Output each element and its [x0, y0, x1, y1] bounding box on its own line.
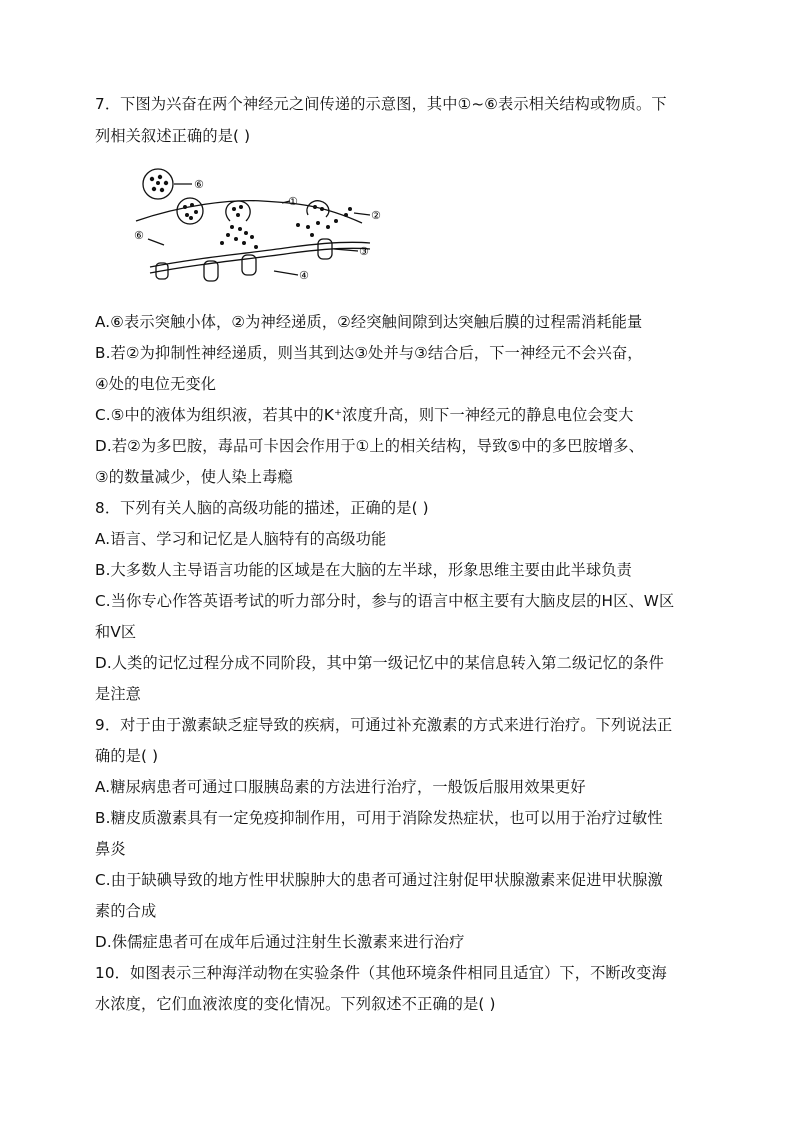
q10-stem-line2: 水浓度，它们血液浓度的变化情况。下列叙述不正确的是( ) — [95, 995, 496, 1013]
q9-option-b-line2: 鼻炎 — [95, 840, 126, 858]
q7-stem-line2: 列相关叙述正确的是( ) — [95, 127, 251, 145]
q9-option-c-line1: C.由于缺碘导致的地方性甲状腺肿大的患者可通过注射促甲状腺激素来促进甲状腺激 — [95, 871, 663, 889]
q8-stem: 8．下列有关人脑的高级功能的描述，正确的是( ) — [95, 499, 429, 517]
q9-option-d: D.侏儒症患者可在成年后通过注射生长激素来进行治疗 — [95, 933, 465, 951]
q9-option-b-line1: B.糖皮质激素具有一定免疫抑制作用，可用于消除发热症状，也可以用于治疗过敏性 — [95, 809, 663, 827]
q9-stem-line1: 9．对于由于激素缺乏症导致的疾病，可通过补充激素的方式来进行治疗。下列说法正 — [95, 716, 673, 734]
q7-option-a: A.⑥表示突触小体，②为神经递质，②经突触间隙到达突触后膜的过程需消耗能量 — [95, 313, 643, 331]
q9-option-a: A.糖尿病患者可通过口服胰岛素的方法进行治疗，一般饭后服用效果更好 — [95, 778, 586, 796]
q8-option-c-line2: 和V区 — [95, 623, 137, 641]
q7-option-d-line2: ③的数量减少，使人染上毒瘾 — [95, 468, 293, 486]
q9-stem-line2: 确的是( ) — [95, 747, 159, 765]
label-1: ① — [288, 195, 298, 208]
q8-option-b: B.大多数人主导语言功能的区域是在大脑的左半球，形象思维主要由此半球负责 — [95, 561, 633, 579]
q10-stem-line1: 10．如图表示三种海洋动物在实验条件（其他环境条件相同且适宜）下，不断改变海 — [95, 964, 667, 982]
q8-option-a: A.语言、学习和记忆是人脑特有的高级功能 — [95, 530, 387, 548]
q8-option-d-line1: D.人类的记忆过程分成不同阶段，其中第一级记忆中的某信息转入第二级记忆的条件 — [95, 654, 664, 672]
q8-option-c-line1: C.当你专心作答英语考试的听力部分时，参与的语言中枢主要有大脑皮层的H区、W区 — [95, 592, 675, 610]
q7-option-b-line2: ④处的电位无变化 — [95, 375, 217, 393]
label-6-left: ⑥ — [134, 229, 144, 242]
label-6-top: ⑥ — [194, 178, 204, 191]
label-4: ④ — [299, 269, 309, 282]
label-3: ③ — [359, 245, 369, 258]
q7-option-b-line1: B.若②为抑制性神经递质，则当其到达③处并与③结合后，下一神经元不会兴奋， — [95, 344, 643, 362]
label-2: ② — [371, 209, 381, 222]
q7-option-c: C.⑤中的液体为组织液，若其中的K⁺浓度升高，则下一神经元的静息电位会变大 — [95, 406, 634, 424]
q7-option-d-line1: D.若②为多巴胺，毒品可卡因会作用于①上的相关结构，导致⑤中的多巴胺增多、 — [95, 437, 644, 455]
synapse-diagram — [122, 163, 392, 291]
q9-option-c-line2: 素的合成 — [95, 902, 157, 920]
q7-stem-line1: 7．下图为兴奋在两个神经元之间传递的示意图，其中①~⑥表示相关结构或物质。下 — [95, 95, 667, 113]
q8-option-d-line2: 是注意 — [95, 685, 142, 703]
